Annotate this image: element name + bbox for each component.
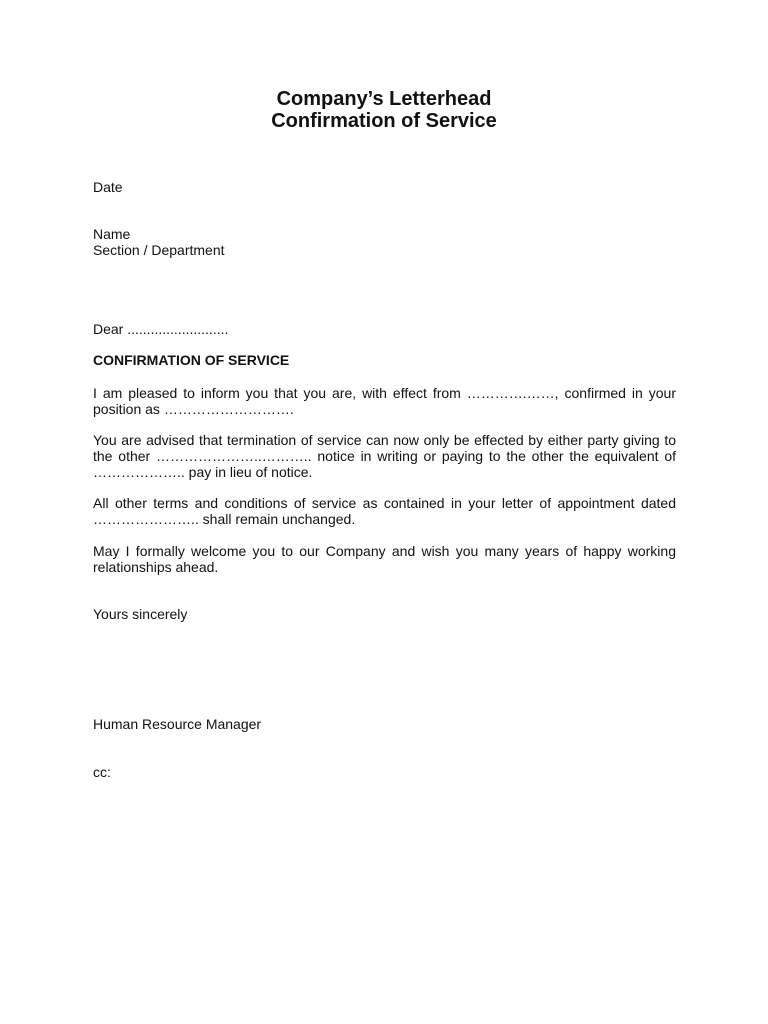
subject-line: CONFIRMATION OF SERVICE — [93, 352, 290, 368]
letterhead-heading: Company’s Letterhead — [276, 88, 492, 110]
recipient-section-label: Section / Department — [93, 242, 225, 258]
paragraph-welcome: May I formally welcome you to our Company and wish you many years of happy working relationships ahead. — [93, 543, 676, 575]
letter-title: Confirmation of Service — [271, 110, 497, 132]
recipient-name-label: Name — [93, 226, 131, 242]
closing: Yours sincerely — [93, 606, 188, 622]
date-label: Date — [93, 179, 123, 195]
paragraph-confirmation: I am pleased to inform you that you are, with effect from ………….……, confirmed in your position as ………………………. — [93, 385, 676, 417]
paragraph-termination: You are advised that termination of service can now only be effected by either party giving to the other …………………..……….. notice in writing or paying to the other the equivalent of ……………….. pay in lieu of notice. — [93, 432, 676, 480]
salutation: Dear .......................... — [93, 321, 229, 337]
cc-label: cc: — [93, 764, 111, 780]
signatory: Human Resource Manager — [93, 716, 262, 732]
paragraph-terms: All other terms and conditions of service as contained in your letter of appointment dated ………………….. shall remain unchanged. — [93, 495, 676, 527]
